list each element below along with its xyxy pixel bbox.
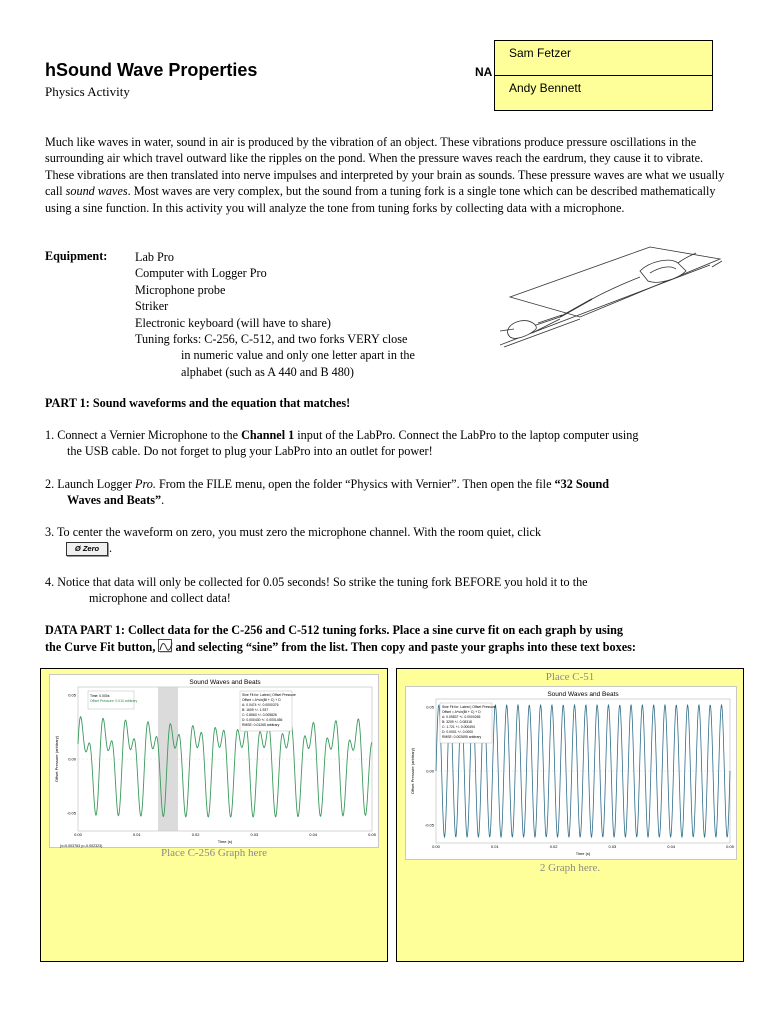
part1-heading: PART 1: Sound waveforms and the equation that matches! — [45, 396, 351, 410]
y-axis-label: Offset Pressure (arbitrary) — [410, 747, 415, 795]
data-part-text: the Curve Fit button, — [45, 640, 159, 654]
x-tick-label: 0.05 — [726, 844, 734, 849]
step-1-bold: Channel 1 — [241, 428, 295, 442]
c256-placeholder: Place C-256 Graph here — [161, 847, 267, 859]
step-1-text-cont: the USB cable. Do not forget to plug your LabPro into an outlet for power! — [67, 444, 433, 459]
document-subtitle: Physics Activity — [45, 84, 130, 99]
x-tick-label: 0.01 — [490, 844, 499, 849]
fit-line: B: 1609 +/- 1.937 — [242, 708, 269, 712]
data-part-instructions — [45, 622, 745, 656]
x-tick-label: 0.02 — [191, 832, 200, 837]
y-tick-label: -0.05 — [66, 810, 76, 816]
intro-emphasis: sound waves — [65, 184, 128, 199]
legend-line: Offset Pressure: 0.010 arbitrary — [90, 699, 138, 703]
step-1-text: 1. Connect a Vernier Microphone to the — [45, 428, 242, 442]
x-axis-label: Time (s) — [217, 839, 233, 844]
step-2-bold-cont: Waves and Beats” — [67, 493, 162, 508]
fit-line: C: 0.8560 +/- 0.005826 — [242, 713, 277, 717]
y-tick-label: 0.00 — [426, 768, 434, 774]
x-tick-label: 0.01 — [132, 832, 141, 837]
x-tick-label: 0.04 — [309, 832, 318, 837]
x-tick-label: 0.02 — [549, 844, 558, 849]
equipment-item-continued: in numeric value and only one letter apart in the — [181, 348, 415, 363]
step-1 — [45, 427, 735, 460]
fit-line: RMSE: 0.002695 arbitrary — [442, 735, 482, 739]
fit-line: Sine Fit for: Latest | Offset Pressure — [242, 693, 296, 697]
y-tick-label: 0.05 — [426, 704, 434, 710]
fit-line: A: 0.09837 +/- 0.0000265 — [442, 715, 481, 719]
equipment-item: Electronic keyboard (will have to share) — [135, 315, 331, 330]
x-tick-label: 0.05 — [368, 832, 376, 837]
x-tick-label: 0.00 — [432, 844, 440, 849]
step-2-end: . — [161, 493, 165, 508]
fit-line: Offset = A*sin(Bt + C) + D — [242, 698, 281, 702]
graph-title: Sound Waves and Beats — [189, 679, 261, 686]
x-tick-label: 0.03 — [250, 832, 259, 837]
data-part-text: DATA PART 1: Collect data for the C-256 and C-512 tuning forks. Place a sine curve fit on each graph by using — [45, 623, 624, 637]
fit-line: B: 3209 +/- 0.08318 — [442, 720, 472, 724]
data-part-text: and selecting “sine” from the list. Then copy and paste your graphs into these text boxes: — [172, 640, 636, 654]
fit-line: A: 0.0474 +/- 0.0000376 — [242, 703, 279, 707]
equipment-item: Computer with Logger Pro — [135, 266, 267, 281]
c512-graph — [405, 686, 737, 860]
tuning-fork-microphone-illustration — [500, 237, 722, 357]
graph-title: Sound Waves and Beats — [547, 691, 619, 698]
step-2-italic: Pro. — [135, 477, 156, 491]
equipment-label: Equipment: — [45, 249, 108, 263]
step-2-bold: “32 Sound — [554, 477, 610, 491]
curve-fit-icon — [158, 639, 172, 652]
intro-text-1: Much like waves in water, sound in air is produced by the vibration of an object. These vibrations produce pressure oscillations in the surrounding air which travel outward like the ripples on the pond. When the pressure waves reach the eardrum, they cause it to vibrate. These vibrations are then translated into nerve impulses and interpreted by your brain as sounds. These pressure waves are what we usually call — [45, 135, 725, 199]
equipment-item: Lab Pro — [135, 250, 174, 264]
y-tick-label: 0.05 — [68, 692, 76, 698]
name-field-2[interactable]: Andy Bennett — [494, 75, 713, 111]
equipment-item-continued: alphabet (such as A 440 and B 480) — [181, 364, 354, 379]
step-2-text: From the FILE menu, open the folder “Physics with Vernier”. Then open the file — [155, 477, 555, 491]
selection-region[interactable] — [158, 687, 178, 831]
x-tick-label: 0.04 — [667, 844, 676, 849]
equipment-item: Microphone probe — [135, 282, 226, 297]
fit-line: D: 0.000430 +/- 0.0001456 — [242, 718, 283, 722]
c256-graph — [49, 674, 379, 848]
x-tick-label: 0.03 — [608, 844, 617, 849]
zero-button[interactable]: Ø Zero — [66, 542, 108, 556]
c512-placeholder-top: Place C-51 — [545, 671, 595, 683]
equipment-item: Tuning forks: C-256, C-512, and two forks VERY close — [135, 332, 408, 347]
y-tick-label: -0.05 — [424, 822, 434, 828]
legend-line: Time: 0.000s — [90, 694, 110, 698]
c512-graph-textbox[interactable] — [396, 668, 744, 962]
fit-line: D: 0.0001 +/- 0.0000 — [442, 730, 474, 734]
document-title: hSound Wave Properties — [45, 60, 258, 80]
step-2 — [45, 476, 735, 509]
step-3-end: . — [109, 541, 113, 555]
equipment-list — [135, 249, 475, 380]
equipment-item: Striker — [135, 299, 169, 314]
c512-placeholder-bottom: 2 Graph here. — [539, 862, 601, 874]
fit-line: Sine Fit for: Latest | Offset Pressure — [442, 705, 496, 709]
fit-line: C: 1.721 +/- 0.000494 — [442, 725, 475, 729]
step-1-text: input of the LabPro. Connect the LabPro to the laptop computer using — [294, 428, 639, 442]
x-axis-label: Time (s) — [575, 851, 591, 856]
step-4 — [45, 574, 735, 607]
c256-graph-textbox[interactable] — [40, 668, 388, 962]
step-2-text: 2. Launch Logger — [45, 477, 136, 491]
y-axis-label: Offset Pressure (arbitrary) — [54, 735, 59, 783]
name-field-1[interactable]: Sam Fetzer — [494, 40, 713, 76]
intro-paragraph — [45, 134, 725, 216]
fit-line: Offset = A*sin(Bt + C) + D — [442, 710, 481, 714]
fit-line: RMSE: 0.01265 arbitrary — [242, 723, 280, 727]
name-label: NA — [475, 65, 493, 79]
y-tick-label: 0.00 — [68, 756, 76, 762]
step-4-text-cont: microphone and collect data! — [89, 591, 231, 606]
step-3-text: 3. To center the waveform on zero, you must zero the microphone channel. With the room quiet, click — [45, 525, 542, 539]
x-tick-label: 0.00 — [74, 832, 82, 837]
step-4-text: 4. Notice that data will only be collected for 0.05 seconds! So strike the tuning fork BEFORE you hold it to the — [45, 575, 588, 589]
cursor-readout: (x=0.003763 y=-0.002323) — [60, 844, 103, 848]
intro-text-2: . Most waves are very complex, but the sound from a tuning fork is a single tone which can be described mathematically using a sine function. In this activity you will analyze the tone from tuning forks by collecting data with a microphone. — [45, 184, 716, 215]
step-3 — [45, 524, 735, 540]
